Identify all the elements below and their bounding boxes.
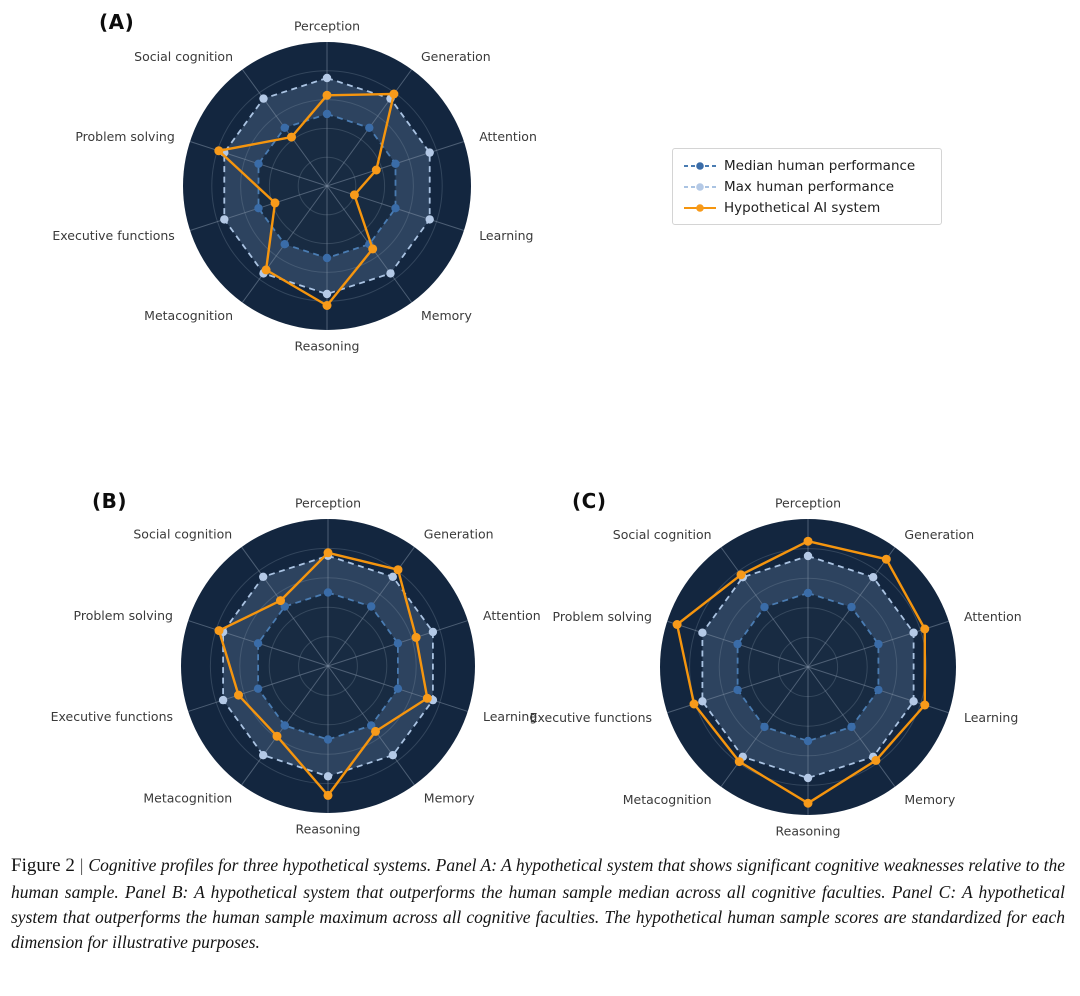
ai-series-marker	[412, 633, 421, 642]
ai-series-marker	[690, 700, 699, 709]
ai-series-marker	[287, 133, 296, 142]
axis-label-attention: Attention	[964, 608, 1022, 624]
max-series-marker	[389, 573, 397, 581]
axis-label-executive-functions: Executive functions	[52, 227, 175, 243]
axis-label-memory: Memory	[421, 307, 472, 323]
axis-label-perception: Perception	[294, 495, 362, 511]
ai-series-marker	[324, 791, 333, 800]
ai-series-marker	[214, 146, 223, 155]
median-series-marker	[254, 685, 262, 693]
median-series-marker	[391, 160, 399, 168]
ai-series-marker	[262, 265, 271, 274]
axis-label-perception: Perception	[774, 495, 842, 511]
axis-label-generation: Generation	[423, 526, 494, 542]
panel-letter-b: (B)	[92, 489, 128, 513]
max-series-marker	[698, 629, 706, 637]
panel-letter-c: (C)	[572, 489, 607, 513]
max-series-marker	[219, 696, 227, 704]
median-series-marker	[254, 160, 262, 168]
median-series-marker	[804, 589, 812, 597]
axis-label-perception: Perception	[293, 18, 361, 34]
legend-label-1: Max human performance	[724, 178, 895, 195]
legend-entry-0	[683, 155, 931, 176]
ai-series-marker	[323, 91, 332, 100]
median-series-marker	[847, 723, 855, 731]
legend	[672, 148, 942, 225]
ai-series-marker	[882, 555, 891, 564]
median-series-marker	[324, 735, 332, 743]
ai-series-marker	[276, 596, 285, 605]
ai-series-marker	[673, 620, 682, 629]
axis-label-social-cognition: Social cognition	[612, 526, 712, 542]
legend-line-sample-2	[683, 201, 717, 215]
median-series-marker	[733, 686, 741, 694]
ai-series-marker	[215, 626, 224, 635]
ai-series-marker	[372, 166, 381, 175]
max-series-marker	[323, 74, 331, 82]
axis-label-memory: Memory	[904, 792, 956, 808]
max-series-marker	[804, 774, 812, 782]
median-series-marker	[874, 686, 882, 694]
max-series-marker	[426, 215, 434, 223]
panel-letter-a: (A)	[99, 10, 135, 34]
max-series-marker	[698, 697, 706, 705]
ai-series-marker	[234, 691, 243, 700]
ai-series-marker	[804, 799, 813, 808]
median-series-marker	[760, 723, 768, 731]
ai-series-marker	[737, 570, 746, 579]
median-series-marker	[323, 110, 331, 118]
median-series-marker	[365, 124, 373, 132]
axis-label-problem-solving: Problem solving	[552, 608, 652, 624]
median-series-marker	[323, 254, 331, 262]
median-series-marker	[760, 603, 768, 611]
axis-label-social-cognition: Social cognition	[134, 49, 233, 65]
axis-label-memory: Memory	[423, 790, 475, 806]
max-series-marker	[323, 290, 331, 298]
max-series-marker	[220, 215, 228, 223]
median-series-marker	[874, 640, 882, 648]
legend-marker	[696, 162, 704, 170]
axis-label-reasoning: Reasoning	[294, 338, 360, 354]
max-series-marker	[259, 751, 267, 759]
ai-series-marker	[368, 244, 377, 253]
axis-label-executive-functions: Executive functions	[529, 710, 652, 726]
legend-label-0: Median human performance	[724, 157, 916, 174]
axis-label-executive-functions: Executive functions	[50, 708, 173, 724]
ai-series-marker	[389, 90, 398, 99]
axis-label-generation: Generation	[421, 49, 491, 65]
legend-entry-1	[683, 176, 931, 197]
figure-label: Figure 2	[11, 855, 75, 876]
ai-series-marker	[735, 757, 744, 766]
median-series-marker	[254, 204, 262, 212]
median-series-marker	[281, 240, 289, 248]
legend-entry-2	[683, 197, 931, 218]
max-series-marker	[869, 573, 877, 581]
axis-label-learning: Learning	[479, 227, 534, 243]
ai-series-marker	[394, 565, 403, 574]
median-series-marker	[733, 640, 741, 648]
radar-panel-a	[52, 19, 537, 354]
ai-series-marker	[323, 301, 332, 310]
caption-text: Cognitive profiles for three hypothetical systems. Panel A: A hypothetical system that shows significant cognitive weaknesses relative to the human sample. Panel B: A hypothetical system that outperforms the human sample median across all cognitive faculties. Panel C: A hypothetical system that outperforms the human sample maximum across all cognitive faculties. The hypothetical human sample scores are standardized for each dimension for illustrative purposes.	[11, 855, 1065, 953]
axis-label-problem-solving: Problem solving	[75, 129, 175, 145]
max-series-marker	[909, 697, 917, 705]
ai-series-marker	[273, 732, 282, 741]
max-series-marker	[386, 269, 394, 277]
median-series-marker	[281, 721, 289, 729]
max-series-marker	[909, 629, 917, 637]
axis-label-problem-solving: Problem solving	[73, 608, 173, 624]
max-series-marker	[804, 552, 812, 560]
median-series-marker	[281, 124, 289, 132]
ai-series-marker	[920, 701, 929, 710]
max-series-marker	[259, 94, 267, 102]
axis-label-social-cognition: Social cognition	[133, 526, 233, 542]
ai-series-marker	[350, 190, 359, 199]
legend-label-2: Hypothetical AI system	[724, 199, 881, 216]
axis-label-reasoning: Reasoning	[775, 823, 841, 839]
axis-label-attention: Attention	[479, 129, 537, 145]
median-series-marker	[394, 639, 402, 647]
max-series-marker	[259, 573, 267, 581]
median-series-marker	[391, 204, 399, 212]
ai-series-marker	[804, 537, 813, 546]
ai-series-marker	[871, 756, 880, 765]
ai-series-marker	[371, 727, 380, 736]
median-series-marker	[847, 603, 855, 611]
ai-series-marker	[423, 694, 432, 703]
median-series-marker	[324, 588, 332, 596]
max-series-marker	[324, 772, 332, 780]
axis-label-generation: Generation	[904, 526, 975, 542]
legend-line-sample-1	[683, 180, 717, 194]
legend-line-sample-0	[683, 159, 717, 173]
axis-label-learning: Learning	[483, 708, 538, 724]
figure-caption	[11, 852, 1065, 956]
axis-label-metacognition: Metacognition	[144, 307, 233, 323]
median-series-marker	[367, 602, 375, 610]
legend-marker	[696, 204, 704, 212]
axis-label-metacognition: Metacognition	[143, 790, 233, 806]
caption-separator: |	[79, 855, 84, 875]
median-series-marker	[254, 639, 262, 647]
axis-label-reasoning: Reasoning	[295, 821, 361, 837]
median-series-marker	[394, 685, 402, 693]
radar-panel-c	[530, 496, 1022, 839]
legend-marker	[696, 183, 704, 191]
max-series-marker	[389, 751, 397, 759]
axis-label-metacognition: Metacognition	[622, 792, 712, 808]
axis-label-attention: Attention	[483, 608, 541, 624]
ai-series-marker	[324, 548, 333, 557]
max-series-marker	[426, 148, 434, 156]
ai-series-marker	[271, 198, 280, 207]
median-series-marker	[804, 737, 812, 745]
ai-series-marker	[920, 625, 929, 634]
max-series-marker	[429, 628, 437, 636]
axis-label-learning: Learning	[964, 710, 1019, 726]
radar-panel-b	[51, 496, 541, 837]
